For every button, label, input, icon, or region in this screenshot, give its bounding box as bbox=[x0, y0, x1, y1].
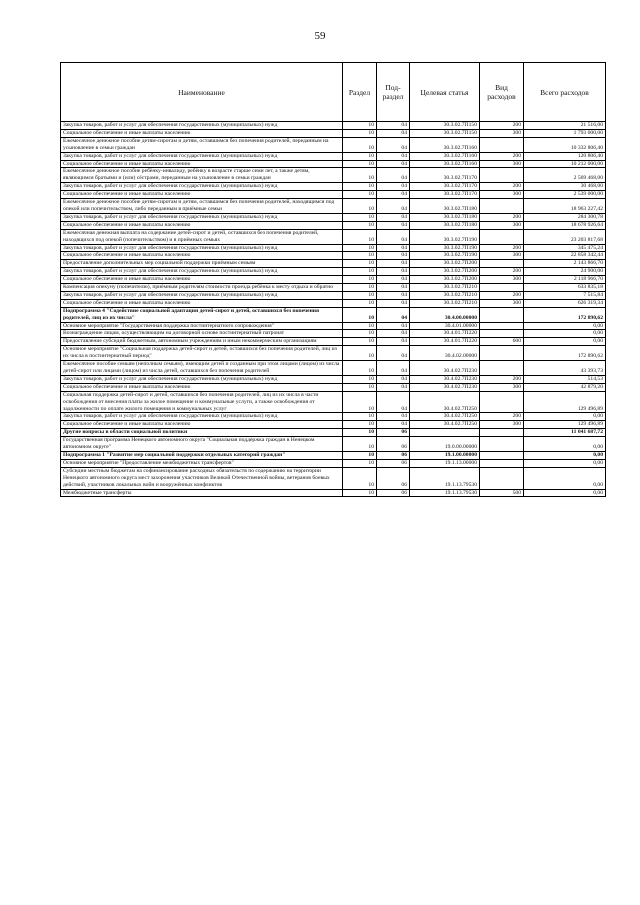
cell-target-article: 30.3.02.7П160 bbox=[410, 152, 480, 160]
cell-section: 10 bbox=[343, 451, 377, 459]
header-name: Наименование bbox=[61, 63, 343, 122]
cell-name: Субсидии местным бюджетам на софинансирование расходных обязательств по содержанию на территории Ненецкого автономного округа мест захоронения участников Великой Отечественной войны, ветеранов боевых действий, участников локальных войн и вооружённых конфликтов bbox=[61, 467, 343, 489]
cell-total: 43 393,73 bbox=[524, 361, 606, 376]
header-section: Раздел bbox=[343, 63, 377, 122]
cell-name: Закупка товаров, работ и услуг для обеспечения государственных (муниципальных) нужд bbox=[61, 291, 343, 299]
cell-expense-type bbox=[480, 322, 524, 330]
cell-target-article: 30.3.02.7П190 bbox=[410, 244, 480, 252]
table-row bbox=[61, 322, 606, 330]
cell-expense-type bbox=[480, 307, 524, 322]
cell-target-article: 30.4.02.7П250 bbox=[410, 413, 480, 421]
cell-total: 0,00 bbox=[524, 437, 606, 452]
cell-expense-type: 300 bbox=[480, 221, 524, 229]
cell-total: 0,00 bbox=[524, 467, 606, 489]
cell-expense-type: 300 bbox=[480, 252, 524, 260]
cell-target-article: 30.3.02.7П200 bbox=[410, 276, 480, 284]
cell-expense-type: 200 bbox=[480, 375, 524, 383]
cell-section: 10 bbox=[343, 346, 377, 361]
cell-total: 633 835,18 bbox=[524, 284, 606, 292]
cell-subsection: 04 bbox=[377, 284, 410, 292]
cell-total: 2 118 966,70 bbox=[524, 276, 606, 284]
cell-subsection: 04 bbox=[377, 421, 410, 429]
cell-subsection: 04 bbox=[377, 413, 410, 421]
cell-subsection: 06 bbox=[377, 437, 410, 452]
cell-name: Ежемесячное денежное пособие детям-сиротам и детям, оставшимся без попечения родителей, находящимся под опекой или попечительством, либо переданным в приёмные семьи bbox=[61, 199, 343, 214]
cell-expense-type: 300 bbox=[480, 129, 524, 137]
cell-subsection: 04 bbox=[377, 338, 410, 346]
cell-subsection: 04 bbox=[377, 383, 410, 391]
cell-total: 18 678 926,64 bbox=[524, 221, 606, 229]
cell-name: Ежемесячное денежное пособие ребёнку-инвалиду, ребёнку в возрасте старше семи лет, а также детям, являющимся братьями и (или) сёстрами, переданным на усыновление в семьи граждан bbox=[61, 168, 343, 183]
cell-section: 10 bbox=[343, 137, 377, 152]
cell-name: Социальное обеспечение и иные выплаты населению bbox=[61, 160, 343, 168]
table-row bbox=[61, 429, 606, 437]
cell-target-article: 19.1.13.00000 bbox=[410, 459, 480, 467]
cell-section: 10 bbox=[343, 268, 377, 276]
cell-section: 10 bbox=[343, 168, 377, 183]
cell-section: 10 bbox=[343, 391, 377, 413]
cell-name: Социальное обеспечение и иные выплаты населению bbox=[61, 129, 343, 137]
cell-name: Подпрограмма 1 "Развитие мер социальной поддержки отдельных категорий граждан" bbox=[61, 451, 343, 459]
cell-expense-type: 300 bbox=[480, 191, 524, 199]
cell-subsection: 04 bbox=[377, 129, 410, 137]
cell-section: 10 bbox=[343, 122, 377, 130]
cell-expense-type bbox=[480, 391, 524, 413]
cell-name: Социальное обеспечение и иные выплаты населению bbox=[61, 252, 343, 260]
table-row bbox=[61, 489, 606, 497]
cell-section: 10 bbox=[343, 183, 377, 191]
cell-name: Предоставление дополнительных мер социальной поддержки приёмным семьям bbox=[61, 260, 343, 268]
cell-target-article: 30.3.02.7П200 bbox=[410, 268, 480, 276]
cell-expense-type: 200 bbox=[480, 213, 524, 221]
cell-target-article: 30.4.02.7П230 bbox=[410, 383, 480, 391]
cell-expense-type: 200 bbox=[480, 413, 524, 421]
cell-name: Социальное обеспечение и иные выплаты населению bbox=[61, 299, 343, 307]
cell-subsection: 04 bbox=[377, 268, 410, 276]
cell-name: Закупка товаров, работ и услуг для обеспечения государственных (муниципальных) нужд bbox=[61, 268, 343, 276]
cell-name: Основное мероприятие "Государственная поддержка постинтернатного сопровождения" bbox=[61, 322, 343, 330]
cell-target-article: 30.4.02.7П230 bbox=[410, 361, 480, 376]
table-row bbox=[61, 459, 606, 467]
cell-target-article: 30.3.02.7П160 bbox=[410, 160, 480, 168]
cell-name: Закупка товаров, работ и услуг для обеспечения государственных (муниципальных) нужд bbox=[61, 183, 343, 191]
cell-subsection: 04 bbox=[377, 322, 410, 330]
cell-subsection: 04 bbox=[377, 213, 410, 221]
table-row bbox=[61, 284, 606, 292]
cell-section: 10 bbox=[343, 375, 377, 383]
cell-subsection: 04 bbox=[377, 291, 410, 299]
cell-subsection: 06 bbox=[377, 459, 410, 467]
cell-expense-type bbox=[480, 361, 524, 376]
table-header-row bbox=[61, 63, 606, 122]
cell-subsection: 04 bbox=[377, 122, 410, 130]
cell-subsection: 04 bbox=[377, 330, 410, 338]
cell-total: 0,00 bbox=[524, 330, 606, 338]
cell-total: 0,00 bbox=[524, 413, 606, 421]
cell-subsection: 06 bbox=[377, 429, 410, 437]
cell-section: 10 bbox=[343, 437, 377, 452]
cell-subsection: 04 bbox=[377, 307, 410, 322]
table-row bbox=[61, 383, 606, 391]
table-row bbox=[61, 191, 606, 199]
cell-subsection: 06 bbox=[377, 489, 410, 497]
cell-section: 10 bbox=[343, 489, 377, 497]
cell-subsection: 06 bbox=[377, 467, 410, 489]
cell-expense-type: 200 bbox=[480, 244, 524, 252]
cell-name: Закупка товаров, работ и услуг для обеспечения государственных (муниципальных) нужд bbox=[61, 122, 343, 130]
cell-expense-type: 300 bbox=[480, 383, 524, 391]
cell-expense-type bbox=[480, 260, 524, 268]
cell-expense-type bbox=[480, 451, 524, 459]
cell-target-article: 30.3.02.7П190 bbox=[410, 252, 480, 260]
cell-expense-type bbox=[480, 437, 524, 452]
cell-total: 0,00 bbox=[524, 338, 606, 346]
cell-target-article: 30.4.01.00000 bbox=[410, 322, 480, 330]
table-row bbox=[61, 221, 606, 229]
table-row bbox=[61, 338, 606, 346]
cell-expense-type: 300 bbox=[480, 421, 524, 429]
cell-subsection: 04 bbox=[377, 221, 410, 229]
table-row bbox=[61, 451, 606, 459]
cell-section: 10 bbox=[343, 244, 377, 252]
cell-expense-type: 200 bbox=[480, 268, 524, 276]
header-total: Всего расходов bbox=[524, 63, 606, 122]
cell-subsection: 04 bbox=[377, 137, 410, 152]
cell-name: Социальное обеспечение и иные выплаты населению bbox=[61, 421, 343, 429]
cell-subsection: 04 bbox=[377, 244, 410, 252]
table-row bbox=[61, 375, 606, 383]
cell-name: Закупка товаров, работ и услуг для обеспечения государственных (муниципальных) нужд bbox=[61, 152, 343, 160]
cell-total: 2 539 000,00 bbox=[524, 191, 606, 199]
cell-expense-type bbox=[480, 346, 524, 361]
cell-section: 10 bbox=[343, 459, 377, 467]
table-row bbox=[61, 229, 606, 244]
cell-target-article: 19.1.13.79530 bbox=[410, 467, 480, 489]
cell-subsection: 04 bbox=[377, 229, 410, 244]
cell-target-article: 30.4.02.7П250 bbox=[410, 421, 480, 429]
table-row bbox=[61, 391, 606, 413]
cell-subsection: 04 bbox=[377, 152, 410, 160]
cell-expense-type: 600 bbox=[480, 338, 524, 346]
cell-section: 10 bbox=[343, 383, 377, 391]
cell-name: Ежемесячная денежная выплата на содержание детей-сирот и детей, оставшихся без попечения родителей, находящихся под опекой (попечительством) и в приёмных семьях bbox=[61, 229, 343, 244]
table-row bbox=[61, 307, 606, 322]
cell-subsection: 04 bbox=[377, 191, 410, 199]
cell-name: Компенсация опекуну (попечителю), приёмным родителям стоимости проезда ребёнка к месту отдыха и обратно bbox=[61, 284, 343, 292]
table-row bbox=[61, 268, 606, 276]
cell-subsection: 04 bbox=[377, 183, 410, 191]
cell-target-article: 30.3.02.7П150 bbox=[410, 122, 480, 130]
table-row bbox=[61, 330, 606, 338]
table-row bbox=[61, 276, 606, 284]
cell-name: Социальное обеспечение и иные выплаты населению bbox=[61, 221, 343, 229]
cell-name: Подпрограмма 4 "Содействие социальной адаптации детей-сирот и детей, оставшихся без попечения родителей, лиц из их числа" bbox=[61, 307, 343, 322]
table-row bbox=[61, 260, 606, 268]
cell-total: 24 900,00 bbox=[524, 268, 606, 276]
table-row bbox=[61, 346, 606, 361]
cell-target-article: 30.4.02.7П250 bbox=[410, 391, 480, 413]
table-row bbox=[61, 291, 606, 299]
cell-subsection: 04 bbox=[377, 299, 410, 307]
cell-expense-type bbox=[480, 168, 524, 183]
cell-subsection: 04 bbox=[377, 199, 410, 214]
cell-section: 10 bbox=[343, 330, 377, 338]
cell-target-article: 30.3.02.7П180 bbox=[410, 221, 480, 229]
cell-expense-type bbox=[480, 229, 524, 244]
cell-section: 10 bbox=[343, 252, 377, 260]
cell-total: 626 319,34 bbox=[524, 299, 606, 307]
cell-total: 2 569 468,00 bbox=[524, 168, 606, 183]
cell-name: Закупка товаров, работ и услуг для обеспечения государственных (муниципальных) нужд bbox=[61, 213, 343, 221]
cell-total: 21 516,00 bbox=[524, 122, 606, 130]
cell-expense-type: 300 bbox=[480, 299, 524, 307]
cell-section: 10 bbox=[343, 413, 377, 421]
cell-total: 18 963 227,42 bbox=[524, 199, 606, 214]
cell-total: 22 858 342,44 bbox=[524, 252, 606, 260]
cell-name: Государственная программа Ненецкого автономного округа "Социальная поддержка граждан в Ненецком автономном округе" bbox=[61, 437, 343, 452]
cell-name: Межбюджетные трансферты bbox=[61, 489, 343, 497]
cell-target-article: 30.3.02.7П170 bbox=[410, 191, 480, 199]
cell-total: 172 890,62 bbox=[524, 346, 606, 361]
cell-subsection: 04 bbox=[377, 391, 410, 413]
cell-section: 10 bbox=[343, 129, 377, 137]
page-number: 59 bbox=[314, 30, 326, 42]
cell-total: 10 332 806,40 bbox=[524, 137, 606, 152]
cell-total: 23 203 817,68 bbox=[524, 229, 606, 244]
cell-section: 10 bbox=[343, 152, 377, 160]
table-row bbox=[61, 168, 606, 183]
cell-total: 1 793 000,00 bbox=[524, 129, 606, 137]
cell-total: 0,00 bbox=[524, 322, 606, 330]
cell-name: Предоставление субсидий бюджетным, автономным учреждениям и иным некоммерческим организациям bbox=[61, 338, 343, 346]
table-row bbox=[61, 137, 606, 152]
cell-name: Социальное обеспечение и иные выплаты населению bbox=[61, 276, 343, 284]
cell-total: 0,00 bbox=[524, 489, 606, 497]
cell-subsection: 04 bbox=[377, 361, 410, 376]
header-expense-type: Вид расходов bbox=[480, 63, 524, 122]
cell-section: 10 bbox=[343, 260, 377, 268]
cell-target-article bbox=[410, 429, 480, 437]
cell-total: 284 300,78 bbox=[524, 213, 606, 221]
cell-expense-type: 300 bbox=[480, 160, 524, 168]
cell-target-article: 30.3.02.7П180 bbox=[410, 213, 480, 221]
cell-target-article: 30.4.01.7П220 bbox=[410, 338, 480, 346]
cell-target-article: 30.3.02.7П170 bbox=[410, 183, 480, 191]
cell-name: Закупка товаров, работ и услуг для обеспечения государственных (муниципальных) нужд bbox=[61, 244, 343, 252]
cell-target-article: 30.3.02.7П210 bbox=[410, 291, 480, 299]
cell-total: 10 212 000,00 bbox=[524, 160, 606, 168]
cell-expense-type: 500 bbox=[480, 489, 524, 497]
cell-expense-type: 200 bbox=[480, 291, 524, 299]
cell-name: Другие вопросы в области социальной политики bbox=[61, 429, 343, 437]
cell-expense-type bbox=[480, 467, 524, 489]
cell-section: 10 bbox=[343, 221, 377, 229]
cell-expense-type bbox=[480, 137, 524, 152]
header-target-article: Целевая статья bbox=[410, 63, 480, 122]
cell-total: 2 143 866,70 bbox=[524, 260, 606, 268]
table-row bbox=[61, 152, 606, 160]
table-row bbox=[61, 361, 606, 376]
cell-section: 10 bbox=[343, 307, 377, 322]
cell-total: 0,00 bbox=[524, 451, 606, 459]
cell-total: 0,00 bbox=[524, 459, 606, 467]
cell-target-article: 30.3.02.7П170 bbox=[410, 168, 480, 183]
cell-section: 10 bbox=[343, 276, 377, 284]
cell-target-article: 30.4.00.00000 bbox=[410, 307, 480, 322]
cell-total: 7 515,84 bbox=[524, 291, 606, 299]
cell-section: 10 bbox=[343, 199, 377, 214]
cell-expense-type bbox=[480, 459, 524, 467]
table-row bbox=[61, 299, 606, 307]
cell-target-article: 19.0.00.00000 bbox=[410, 437, 480, 452]
cell-expense-type bbox=[480, 330, 524, 338]
cell-name: Закупка товаров, работ и услуг для обеспечения государственных (муниципальных) нужд bbox=[61, 375, 343, 383]
cell-section: 10 bbox=[343, 467, 377, 489]
cell-total: 129 496,89 bbox=[524, 391, 606, 413]
cell-expense-type bbox=[480, 199, 524, 214]
cell-name: Вознаграждение лицам, осуществляющим на договорной основе постинтернатный патронат bbox=[61, 330, 343, 338]
cell-target-article: 30.3.02.7П200 bbox=[410, 260, 480, 268]
cell-target-article: 30.3.02.7П190 bbox=[410, 229, 480, 244]
cell-total: 514,53 bbox=[524, 375, 606, 383]
table-row bbox=[61, 199, 606, 214]
cell-section: 10 bbox=[343, 299, 377, 307]
cell-section: 10 bbox=[343, 421, 377, 429]
cell-subsection: 04 bbox=[377, 160, 410, 168]
cell-name: Ежемесячное пособие семьям (неполным семьям), имеющим детей и созданным при этом лицами (лицом) из числа детей-сирот или лицами (лицом) из числа детей, оставшихся без попечения родителей bbox=[61, 361, 343, 376]
cell-target-article: 30.3.02.7П150 bbox=[410, 129, 480, 137]
cell-section: 10 bbox=[343, 338, 377, 346]
cell-target-article: 19.1.00.00000 bbox=[410, 451, 480, 459]
table-row bbox=[61, 421, 606, 429]
cell-section: 10 bbox=[343, 213, 377, 221]
table-row bbox=[61, 160, 606, 168]
cell-expense-type bbox=[480, 429, 524, 437]
cell-name: Основное мероприятие "Предоставление межбюджетных трансфертов" bbox=[61, 459, 343, 467]
table-row bbox=[61, 437, 606, 452]
cell-target-article: 30.3.02.7П160 bbox=[410, 137, 480, 152]
table-row bbox=[61, 467, 606, 489]
cell-expense-type bbox=[480, 284, 524, 292]
cell-target-article: 30.3.02.7П210 bbox=[410, 284, 480, 292]
cell-section: 10 bbox=[343, 229, 377, 244]
cell-total: 129 496,89 bbox=[524, 421, 606, 429]
table-row bbox=[61, 244, 606, 252]
cell-section: 10 bbox=[343, 191, 377, 199]
table-row bbox=[61, 129, 606, 137]
cell-total: 120 806,40 bbox=[524, 152, 606, 160]
table-row bbox=[61, 183, 606, 191]
cell-name: Социальное обеспечение и иные выплаты населению bbox=[61, 383, 343, 391]
cell-target-article: 30.4.02.00000 bbox=[410, 346, 480, 361]
cell-section: 10 bbox=[343, 284, 377, 292]
cell-target-article: 30.3.02.7П210 bbox=[410, 299, 480, 307]
cell-target-article: 30.3.02.7П180 bbox=[410, 199, 480, 214]
cell-subsection: 04 bbox=[377, 260, 410, 268]
cell-section: 10 bbox=[343, 291, 377, 299]
cell-subsection: 06 bbox=[377, 451, 410, 459]
cell-subsection: 04 bbox=[377, 252, 410, 260]
table-row bbox=[61, 252, 606, 260]
cell-name: Основное мероприятие "Социальная поддержка детей-сирот и детей, оставшихся без попечения родителей, лиц из их числа в постинтернатный период" bbox=[61, 346, 343, 361]
cell-expense-type: 300 bbox=[480, 276, 524, 284]
cell-name: Социальное обеспечение и иные выплаты населению bbox=[61, 191, 343, 199]
cell-total: 30 468,00 bbox=[524, 183, 606, 191]
budget-table bbox=[60, 62, 606, 497]
cell-subsection: 04 bbox=[377, 375, 410, 383]
table-body bbox=[61, 122, 606, 497]
cell-subsection: 04 bbox=[377, 346, 410, 361]
cell-section: 10 bbox=[343, 429, 377, 437]
cell-name: Закупка товаров, работ и услуг для обеспечения государственных (муниципальных) нужд bbox=[61, 413, 343, 421]
table-row bbox=[61, 122, 606, 130]
cell-name: Социальная поддержка детей-сирот и детей, оставшихся без попечения родителей, лиц из их числа в части освобождения от внесения платы за жилое помещение и коммунальные услуги, а также освобождения от задолженности по оплате жилого помещения и коммунальных услуг bbox=[61, 391, 343, 413]
cell-total: 11 041 687,72 bbox=[524, 429, 606, 437]
cell-total: 345 475,24 bbox=[524, 244, 606, 252]
cell-target-article: 19.1.13.79530 bbox=[410, 489, 480, 497]
cell-section: 10 bbox=[343, 160, 377, 168]
cell-expense-type: 200 bbox=[480, 122, 524, 130]
cell-section: 10 bbox=[343, 361, 377, 376]
cell-target-article: 30.4.02.7П230 bbox=[410, 375, 480, 383]
table-row bbox=[61, 413, 606, 421]
cell-total: 172 890,62 bbox=[524, 307, 606, 322]
cell-section: 10 bbox=[343, 322, 377, 330]
header-subsection: Под-раздел bbox=[377, 63, 410, 122]
cell-total: 42 879,20 bbox=[524, 383, 606, 391]
cell-subsection: 04 bbox=[377, 168, 410, 183]
cell-target-article: 30.4.01.7П220 bbox=[410, 330, 480, 338]
cell-name: Ежемесячное денежное пособие детям-сиротам и детям, оставшимся без попечения родителей, переданным на усыновление в семьи граждан bbox=[61, 137, 343, 152]
cell-expense-type: 200 bbox=[480, 183, 524, 191]
table-row bbox=[61, 213, 606, 221]
cell-expense-type: 200 bbox=[480, 152, 524, 160]
cell-subsection: 04 bbox=[377, 276, 410, 284]
